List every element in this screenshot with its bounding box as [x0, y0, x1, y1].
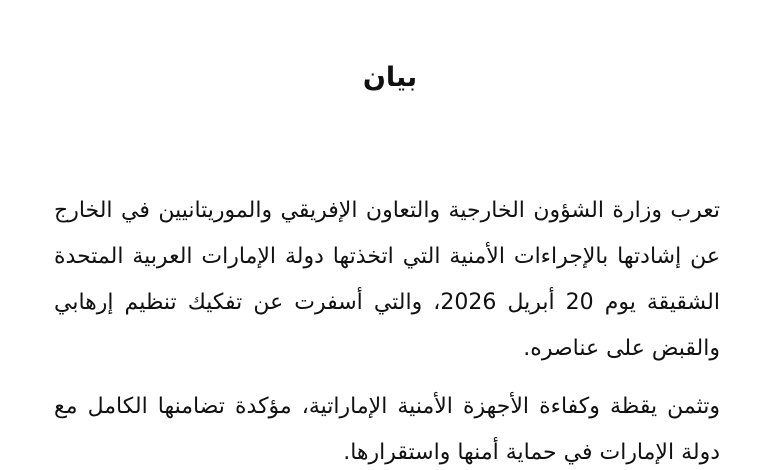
body-paragraph: تعرب وزارة الشؤون الخارجية والتعاون الإفريقي والموريتانيين في الخارج عن إشادتها بالإجراءات الأمنية التي اتخذتها دولة الإمارات العربية المتحدة الشقيقة يوم 20 أبريل 2026، والتي أسفرت عن تفكيك تنظيم إرهابي والقبض على عناصره.: [54, 198, 720, 361]
body-paragraph: وتثمن يقظة وكفاءة الأجهزة الأمنية الإماراتية، مؤكدة تضامنها الكامل مع دولة الإمارات في حماية أمنها واستقرارها.: [54, 394, 720, 465]
document-title: بيان: [362, 62, 418, 93]
document-body: [54, 188, 720, 470]
